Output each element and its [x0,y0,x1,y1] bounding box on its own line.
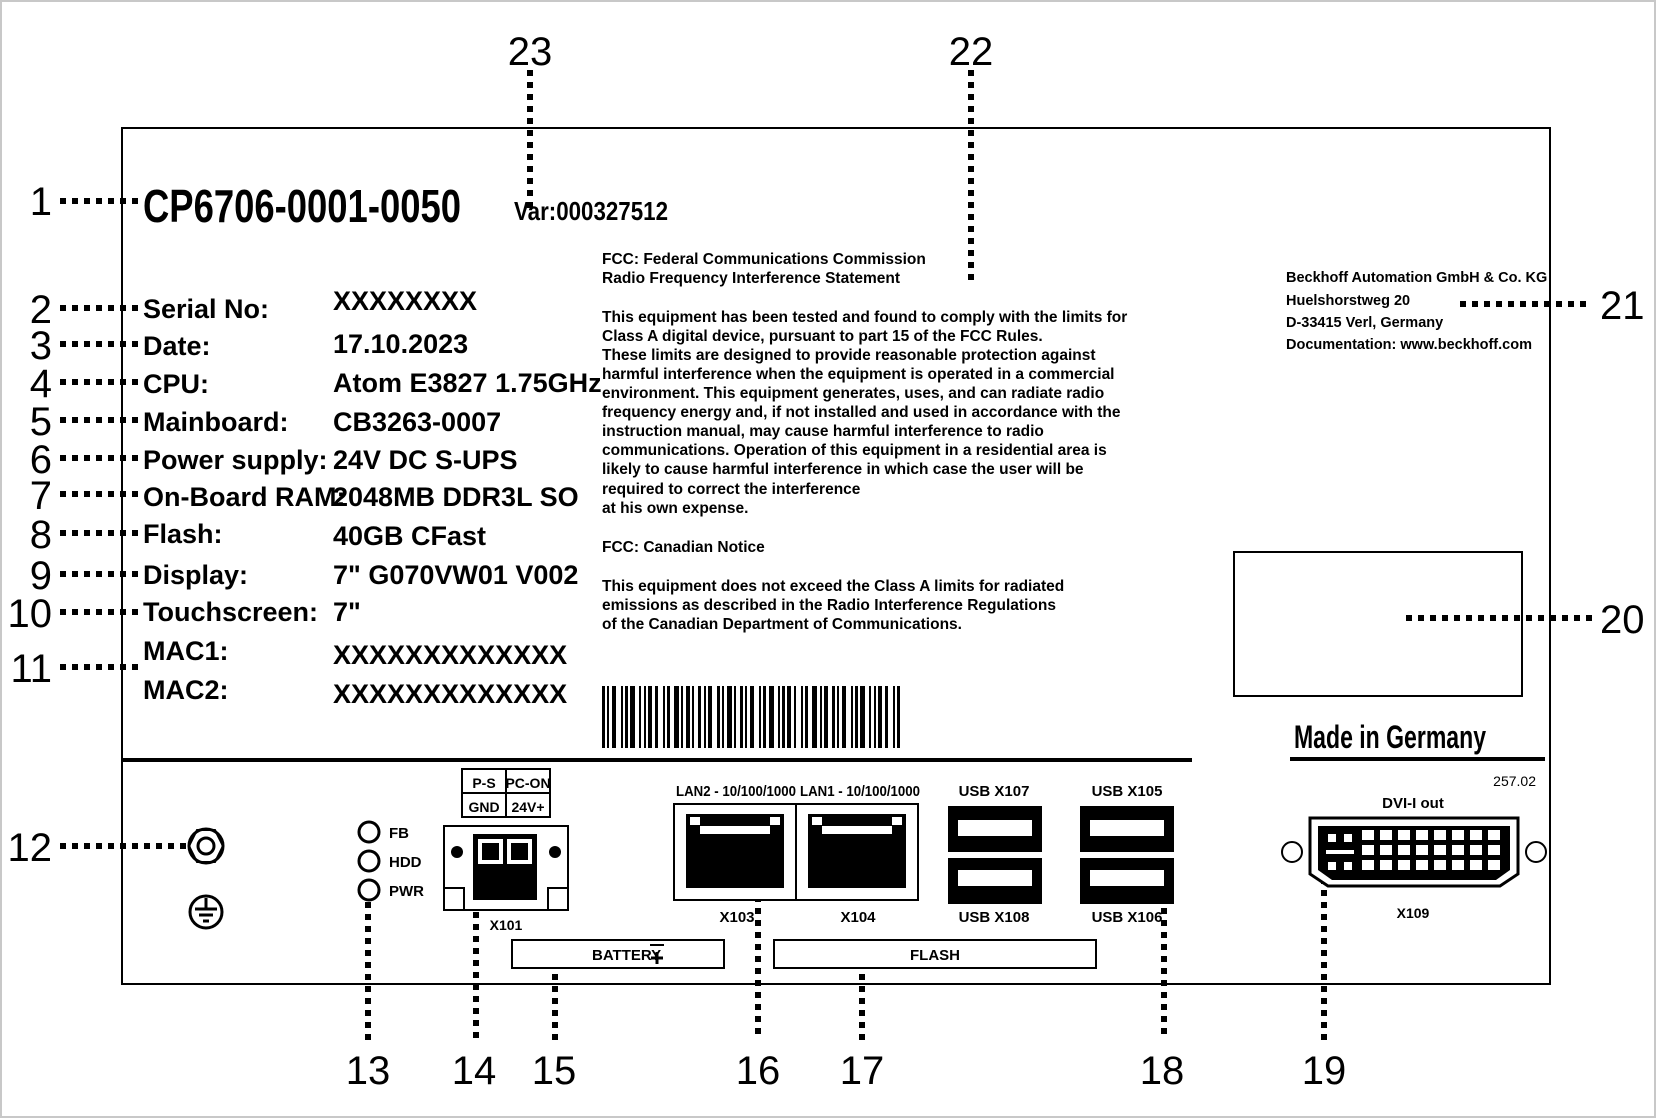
led-label: PWR [389,883,424,900]
spec-key: MAC2: [143,675,229,705]
usb-ports [948,806,1174,904]
led-fb-icon [359,822,379,842]
usb-x106-label: USB X106 [1091,909,1163,926]
callout-7: 7 [29,474,52,518]
usb-x105-label: USB X105 [1091,783,1163,800]
callout-1: 1 [29,180,52,224]
flash-label: FLASH [910,947,960,964]
spec-value: 24V DC S-UPS [333,445,518,475]
spec-key: Mainboard: [143,407,289,437]
status-leds [359,822,424,900]
spec-key: CPU: [143,369,209,399]
spec-key: On-Board RAM: [143,482,346,512]
spec-key: Flash: [143,519,223,549]
spec-value: XXXXXXXX [333,286,478,316]
spec-value: XXXXXXXXXXXXX [333,679,568,709]
fcc-line: communications. Operation of this equipment in a residential area is [602,442,1107,459]
made-in-label: Made in Germany [1294,719,1487,755]
led-pwr-icon [359,880,379,900]
spec-key: Power supply: [143,445,328,475]
led-hdd-icon [359,851,379,871]
callout-12: 12 [7,826,52,870]
callout-6: 6 [29,438,52,482]
spec-value: 17.10.2023 [333,329,469,359]
port-id-x103: X103 [719,909,755,926]
fcc-line: at his own expense. [602,500,749,517]
spec-value: XXXXXXXXXXXXX [333,640,568,670]
power-connector-x101 [444,769,568,933]
callout-10: 10 [7,592,52,636]
battery-cover [512,940,724,968]
fcc-line: frequency energy and, if not installed and used in accordance with the [602,404,1121,421]
spec-key: MAC1: [143,636,229,666]
callout-14: 14 [451,1049,497,1093]
callout-8: 8 [29,513,52,557]
lan1-port [796,804,918,900]
battery-label: BATTERY [592,947,662,964]
ground-screw [189,829,223,863]
fcc-line: harmful interference when the equipment is operated in a commercial [602,366,1115,383]
spec-value: 7" [333,597,361,627]
usb-labels [959,783,1163,926]
power-pin-24v: 24V+ [511,799,545,815]
callout-22: 22 [948,30,994,74]
spec-key: Display: [143,560,249,590]
spec-value: 7" G070VW01 V002 [333,560,579,590]
callout-18: 18 [1139,1049,1185,1093]
fcc-line: These limits are designed to provide reasonable protection against [602,347,1096,364]
fcc-title: FCC: Federal Communications Commission [602,251,926,268]
sticker-area [1234,552,1522,696]
callout-20: 20 [1600,598,1645,642]
port-id-x104: X104 [840,909,876,926]
fcc-line: required to correct the interference [602,481,861,498]
fcc-line: instruction manual, may cause harmful interference to radio [602,423,1044,440]
fcc-line: environment. This equipment generates, uses, and can radiate radio [602,385,1105,402]
spec-value: Atom E3827 1.75GHz [333,368,602,398]
ground-symbol-icon [190,896,222,928]
manufacturer-name: Beckhoff Automation GmbH & Co. KG [1286,270,1548,286]
lan1-label: LAN1 - 10/100/1000 [800,783,920,800]
callout-19: 19 [1301,1049,1347,1093]
fcc-subtitle: Radio Frequency Interference Statement [602,270,901,287]
callout-5: 5 [29,400,52,444]
callout-3: 3 [29,324,52,368]
power-pin-ps: P-S [472,775,496,791]
power-pin-gnd: GND [468,799,500,815]
led-label: HDD [389,854,422,871]
usb-x107-label: USB X107 [958,783,1030,800]
spec-value: CB3263-0007 [333,407,502,437]
port-id-x101: X101 [489,917,523,933]
callout-15: 15 [531,1049,577,1093]
callout-13: 13 [345,1049,391,1093]
fcc-canada-title: FCC: Canadian Notice [602,539,765,556]
spec-value: 40GB CFast [333,521,487,551]
spec-keys [143,294,345,705]
dvi-label: DVI-I out [1382,795,1444,812]
flash-cover [774,940,1096,968]
manufacturer-docs: Documentation: www.beckhoff.com [1286,337,1532,353]
lan2-label: LAN2 - 10/100/1000 [676,783,796,800]
callout-2: 2 [29,288,52,332]
callout-9: 9 [29,554,52,598]
callout-21: 21 [1600,284,1645,328]
model-number: CP6706-0001-0050 [143,180,461,232]
callout-16: 16 [735,1049,781,1093]
port-id-x109: X109 [1396,905,1430,921]
fcc-line: likely to cause harmful interference in which case the user will be [602,461,1084,478]
revision-label: 257.02 [1493,773,1536,789]
spec-key: Touchscreen: [143,597,319,627]
callout-11: 11 [10,647,52,691]
fcc-line: Class A digital device, pursuant to part 15 of the FCC Rules. [602,328,1043,345]
variant-number: Var:000327512 [514,196,668,226]
spec-value: 2048MB DDR3L SO [333,482,579,512]
power-pin-pcon: PC-ON [505,775,551,791]
manufacturer-block [1286,270,1547,353]
spec-values [333,286,602,709]
usb-x108-label: USB X108 [958,909,1030,926]
fcc-line: This equipment has been tested and found to comply with the limits for [602,309,1128,326]
manufacturer-city: D-33415 Verl, Germany [1286,315,1444,331]
lan2-port [674,804,796,900]
barcode [602,686,900,748]
manufacturer-street: Huelshorstweg 20 [1286,293,1411,309]
fcc-canada-line: This equipment does not exceed the Class A limits for radiated [602,578,1065,595]
callout-4: 4 [29,362,52,406]
fcc-canada-line: emissions as described in the Radio Interference Regulations [602,597,1056,614]
fcc-canada-line: of the Canadian Department of Communications. [602,616,962,633]
callout-17: 17 [839,1049,885,1093]
spec-key: Serial No: [143,294,270,324]
spec-key: Date: [143,331,211,361]
callout-23: 23 [507,30,553,74]
led-label: FB [389,825,409,842]
fcc-statement [602,251,1127,633]
